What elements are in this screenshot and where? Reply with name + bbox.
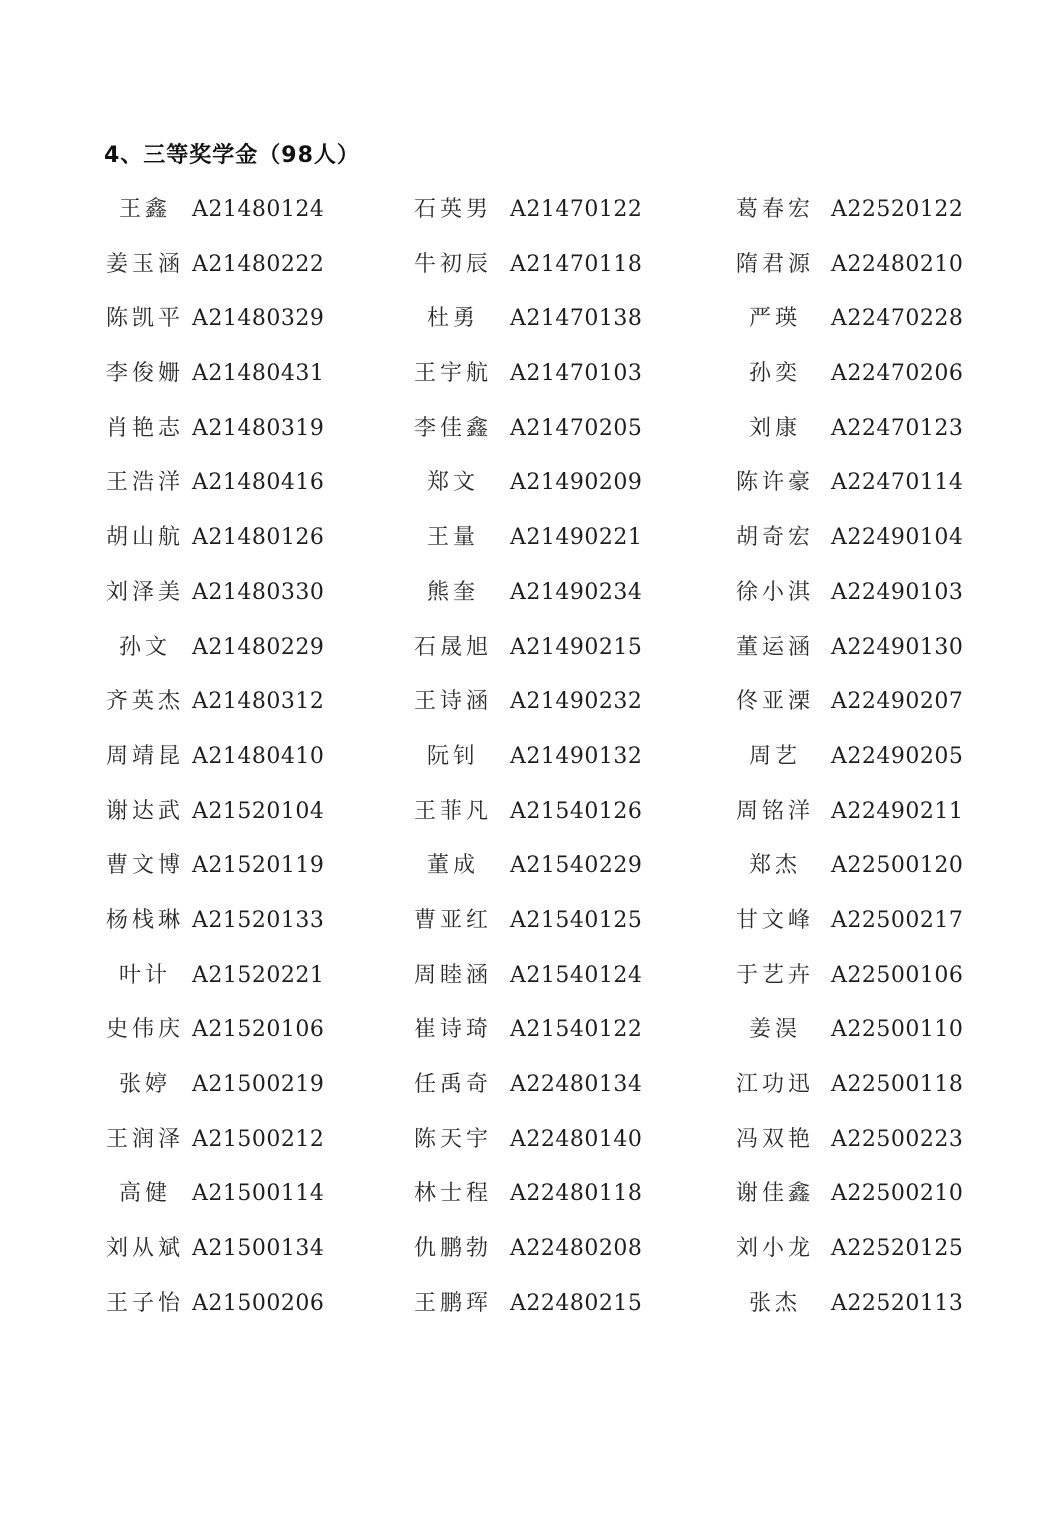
student-id: A22500110 — [831, 1017, 964, 1043]
student-id: A21520104 — [192, 798, 325, 824]
student-id: A21480330 — [192, 579, 325, 605]
student-id: A21500212 — [192, 1126, 325, 1152]
student-id: A21540122 — [510, 1017, 643, 1043]
student-id: A22490211 — [831, 798, 964, 824]
recipient-name: 谢佳鑫 — [735, 1181, 814, 1207]
student-id: A21500134 — [192, 1236, 325, 1262]
recipient-row — [100, 409, 970, 464]
recipient-name: 刘康 — [748, 415, 801, 441]
recipient-name: 谢达武 — [105, 798, 184, 824]
recipient-name: 孙文 — [118, 634, 171, 660]
student-id: A22470123 — [831, 415, 964, 441]
recipient-name: 肖艳志 — [105, 415, 184, 441]
recipient-name: 杨栈琳 — [105, 907, 184, 933]
recipient-row — [100, 1120, 970, 1175]
recipient-name: 陈许豪 — [735, 470, 814, 496]
recipient-name: 于艺卉 — [735, 962, 814, 988]
recipient-name: 齐英杰 — [105, 689, 184, 715]
student-id: A21480222 — [192, 251, 325, 277]
student-id: A22500120 — [831, 853, 964, 879]
student-id: A21500114 — [192, 1181, 325, 1207]
recipient-name: 冯双艳 — [735, 1126, 814, 1152]
recipient-row — [100, 299, 970, 354]
recipient-row — [100, 245, 970, 300]
recipient-name: 李佳鑫 — [413, 415, 492, 441]
recipient-name: 严瑛 — [748, 306, 801, 332]
recipient-name: 史伟庆 — [105, 1017, 184, 1043]
student-id: A21470122 — [510, 197, 643, 222]
student-id: A21470205 — [510, 415, 643, 441]
recipient-row — [100, 1065, 970, 1120]
recipient-name: 阮钊 — [426, 743, 479, 769]
student-id: A22490103 — [831, 579, 964, 605]
recipient-name: 张杰 — [748, 1290, 801, 1316]
recipient-row — [100, 792, 970, 847]
recipient-name: 佟亚溧 — [735, 689, 814, 715]
recipient-list — [100, 190, 970, 1338]
recipient-name: 李俊姗 — [105, 361, 184, 387]
student-id: A22480134 — [510, 1072, 643, 1097]
recipient-name: 曹文博 — [105, 853, 184, 879]
student-id: A22480118 — [510, 1181, 643, 1207]
recipient-name: 葛春宏 — [735, 197, 814, 222]
student-id: A21490221 — [510, 525, 643, 551]
student-id: A21500219 — [192, 1072, 325, 1097]
recipient-name: 江功迅 — [735, 1072, 814, 1097]
recipient-name: 王菲凡 — [413, 798, 492, 824]
recipient-row — [100, 1174, 970, 1229]
recipient-row — [100, 628, 970, 683]
student-id: A22500106 — [831, 962, 964, 988]
student-id: A21480416 — [192, 470, 325, 496]
recipient-name: 董运涵 — [735, 634, 814, 660]
recipient-name: 杜勇 — [426, 306, 479, 332]
recipient-name: 刘从斌 — [105, 1236, 184, 1262]
student-id: A22500217 — [831, 907, 964, 933]
student-id: A21490132 — [510, 743, 643, 769]
section-heading: 4、三等奖学金（98人） — [104, 143, 360, 168]
student-id: A22490130 — [831, 634, 964, 660]
student-id: A21470103 — [510, 361, 643, 387]
student-id: A21500206 — [192, 1290, 325, 1316]
student-id: A21470138 — [510, 306, 643, 332]
recipient-name: 周艺 — [748, 743, 801, 769]
recipient-name: 周靖昆 — [105, 743, 184, 769]
recipient-name: 刘泽美 — [105, 579, 184, 605]
student-id: A21480431 — [192, 361, 325, 387]
recipient-row — [100, 190, 970, 245]
recipient-name: 陈天宇 — [413, 1126, 492, 1152]
student-id: A22480208 — [510, 1236, 643, 1262]
recipient-name: 甘文峰 — [735, 907, 814, 933]
student-id: A22500210 — [831, 1181, 964, 1207]
recipient-name: 胡奇宏 — [735, 525, 814, 551]
student-id: A21540126 — [510, 798, 643, 824]
student-id: A22520125 — [831, 1236, 964, 1262]
recipient-name: 叶计 — [118, 962, 171, 988]
student-id: A22470206 — [831, 361, 964, 387]
recipient-name: 王宇航 — [413, 361, 492, 387]
recipient-name: 林士程 — [413, 1181, 492, 1207]
student-id: A21540229 — [510, 853, 643, 879]
student-id: A22520113 — [831, 1290, 964, 1316]
recipient-name: 崔诗琦 — [413, 1017, 492, 1043]
recipient-name: 仇鹏勃 — [413, 1236, 492, 1262]
recipient-name: 王量 — [426, 525, 479, 551]
student-id: A21480319 — [192, 415, 325, 441]
student-id: A21490209 — [510, 470, 643, 496]
recipient-row — [100, 846, 970, 901]
student-id: A22490205 — [831, 743, 964, 769]
student-id: A22500118 — [831, 1072, 964, 1097]
recipient-name: 董成 — [426, 853, 479, 879]
recipient-name: 高健 — [118, 1181, 171, 1207]
recipient-name: 任禹奇 — [413, 1072, 492, 1097]
recipient-row — [100, 463, 970, 518]
student-id: A21520133 — [192, 907, 325, 933]
recipient-name: 王诗涵 — [413, 689, 492, 715]
student-id: A21480229 — [192, 634, 325, 660]
recipient-name: 王鹏珲 — [413, 1290, 492, 1316]
student-id: A22480140 — [510, 1126, 643, 1152]
recipient-name: 石英男 — [413, 197, 492, 222]
recipient-row — [100, 682, 970, 737]
recipient-name: 陈凯平 — [105, 306, 184, 332]
recipient-name: 徐小淇 — [735, 579, 814, 605]
recipient-row — [100, 354, 970, 409]
student-id: A21490234 — [510, 579, 643, 605]
recipient-row — [100, 737, 970, 792]
student-id: A21540125 — [510, 907, 643, 933]
student-id: A21520106 — [192, 1017, 325, 1043]
student-id: A21520221 — [192, 962, 325, 988]
student-id: A22490207 — [831, 689, 964, 715]
recipient-row — [100, 901, 970, 956]
recipient-row — [100, 1010, 970, 1065]
recipient-name: 曹亚红 — [413, 907, 492, 933]
recipient-row — [100, 1284, 970, 1339]
recipient-name: 刘小龙 — [735, 1236, 814, 1262]
student-id: A22470228 — [831, 306, 964, 332]
recipient-name: 郑文 — [426, 470, 479, 496]
recipient-name: 周铭洋 — [735, 798, 814, 824]
student-id: A22490104 — [831, 525, 964, 551]
recipient-name: 牛初辰 — [413, 251, 492, 277]
student-id: A22500223 — [831, 1126, 964, 1152]
student-id: A22470114 — [831, 470, 964, 496]
student-id: A21490215 — [510, 634, 643, 660]
student-id: A21470118 — [510, 251, 643, 277]
student-id: A21540124 — [510, 962, 643, 988]
recipient-name: 孙奕 — [748, 361, 801, 387]
student-id: A22480210 — [831, 251, 964, 277]
student-id: A21480410 — [192, 743, 325, 769]
recipient-name: 熊奎 — [426, 579, 479, 605]
recipient-name: 王润泽 — [105, 1126, 184, 1152]
recipient-name: 姜淏 — [748, 1017, 801, 1043]
recipient-row — [100, 518, 970, 573]
recipient-name: 姜玉涵 — [105, 251, 184, 277]
recipient-row — [100, 573, 970, 628]
student-id: A22520122 — [831, 197, 964, 222]
student-id: A22480215 — [510, 1290, 643, 1316]
recipient-name: 郑杰 — [748, 853, 801, 879]
student-id: A21480124 — [192, 197, 325, 222]
student-id: A21480329 — [192, 306, 325, 332]
recipient-name: 周睦涵 — [413, 962, 492, 988]
student-id: A21480312 — [192, 689, 325, 715]
student-id: A21490232 — [510, 689, 643, 715]
student-id: A21520119 — [192, 853, 325, 879]
student-id: A21480126 — [192, 525, 325, 551]
recipient-name: 隋君源 — [735, 251, 814, 277]
recipient-name: 张婷 — [118, 1072, 171, 1097]
recipient-row — [100, 1229, 970, 1284]
recipient-name: 胡山航 — [105, 525, 184, 551]
recipient-name: 石晟旭 — [413, 634, 492, 660]
recipient-row — [100, 956, 970, 1011]
recipient-name: 王子怡 — [105, 1290, 184, 1316]
recipient-name: 王浩洋 — [105, 470, 184, 496]
recipient-name: 王鑫 — [118, 197, 171, 222]
